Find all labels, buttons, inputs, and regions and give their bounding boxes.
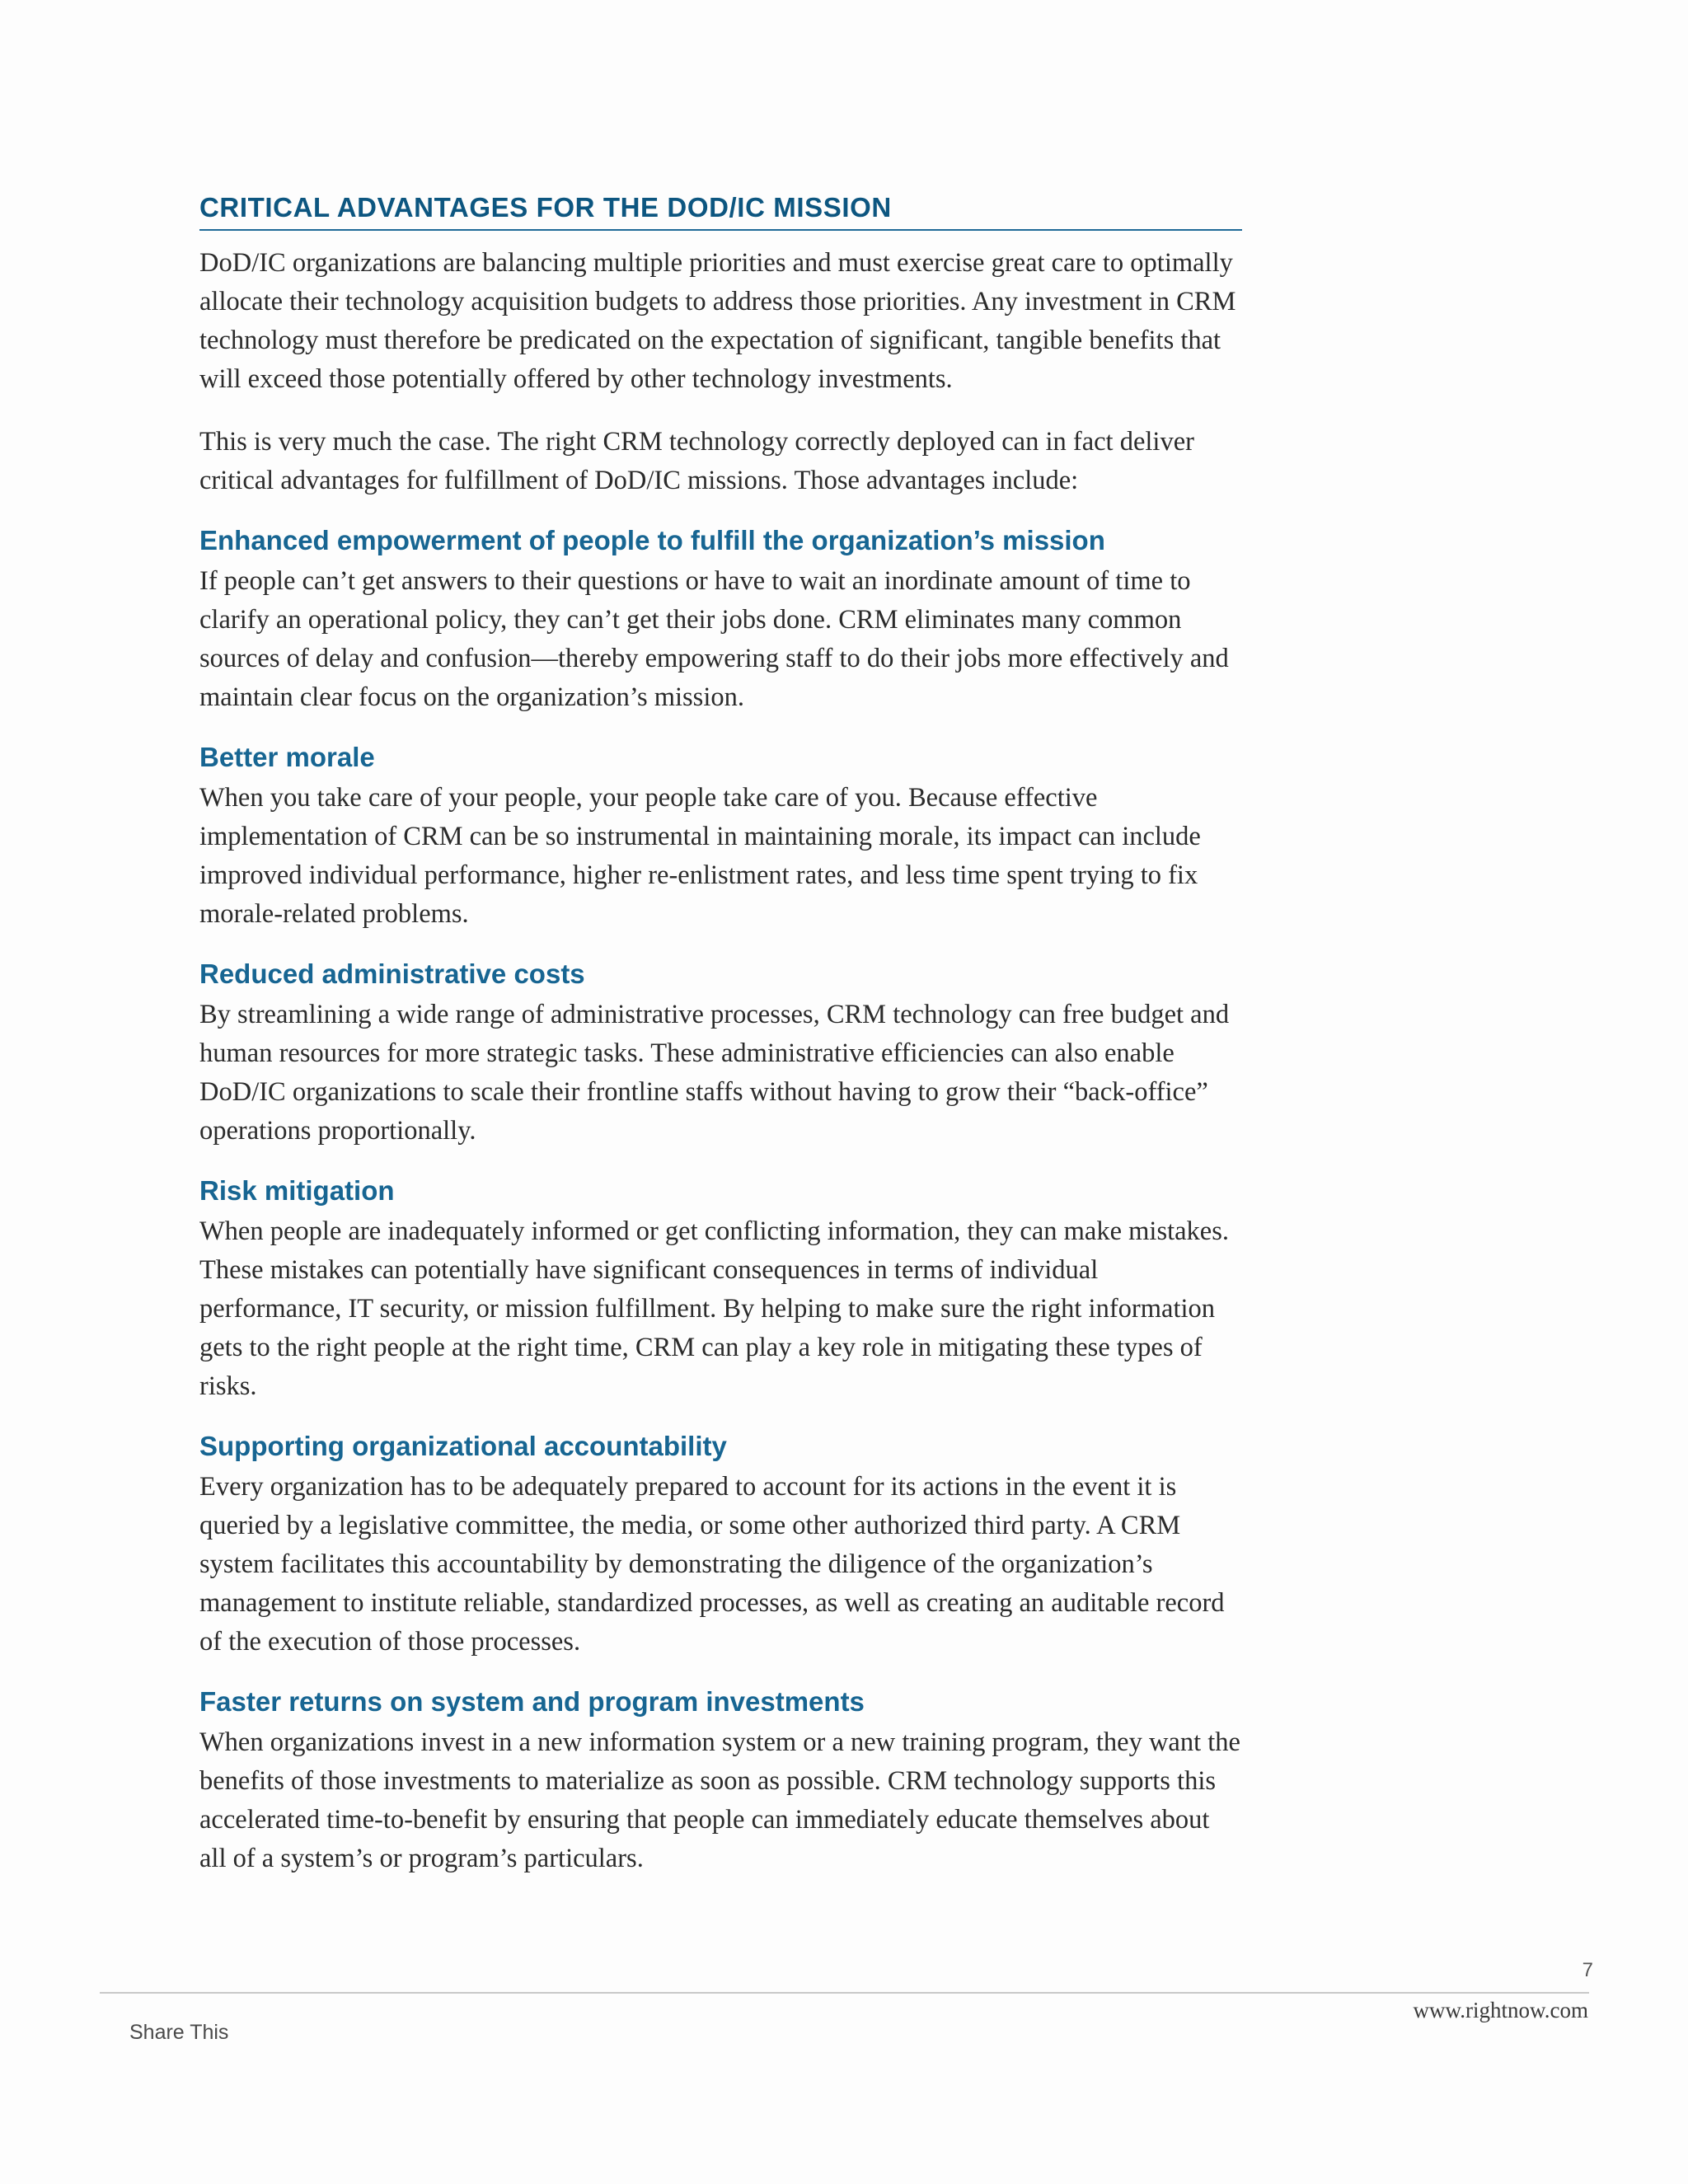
advantage-item (199, 741, 1242, 934)
advantage-text: Every organization has to be adequately prepared to account for its actions in the event it is queried by a legislative committee, the media, or some other authorized third party. A CRM system facilitates this accountability by demonstrating the diligence of the organization’s management to institute reliable, standardized processes, as well as creating an auditable record of the execution of those processes. (199, 1472, 1225, 1657)
share-this-link[interactable]: Share This (129, 2021, 229, 2044)
advantage-item (199, 524, 1242, 717)
intro-paragraph: DoD/IC organizations are balancing multiple priorities and must exercise great care to optimally allocate their technology acquisition budgets to address those priorities. Any investment in CRM technology must therefore be predicated on the expectation of significant, tangible benefits that will exceed those potentially offered by other technology investments. (199, 248, 1236, 394)
page-number: 7 (1582, 1959, 1593, 1981)
advantage-heading: Supporting organizational accountability (199, 1431, 727, 1461)
advantage-heading: Reduced administrative costs (199, 958, 585, 989)
advantage-text: When organizations invest in a new information system or a new training program, they want the benefits of those investments to materialize as soon as possible. CRM technology supports this accelerated time-to-benefit by ensuring that people can immediately educate themselves about all of a system’s or program’s particulars. (199, 1727, 1240, 1873)
section-title: CRITICAL ADVANTAGES FOR THE DOD/IC MISSION (199, 188, 1242, 231)
intro-paragraph: This is very much the case. The right CRM technology correctly deployed can in fact deliver critical advantages for fulfillment of DoD/IC missions. Those advantages include: (199, 427, 1194, 495)
advantage-text: By streamlining a wide range of administrative processes, CRM technology can free budget and human resources for more strategic tasks. These administrative efficiencies can also enable DoD/IC organizations to scale their frontline staffs without having to grow their “back-office” operations proportionally. (199, 1000, 1230, 1146)
advantage-heading: Faster returns on system and program investments (199, 1686, 865, 1717)
website-url[interactable]: www.rightnow.com (1413, 1998, 1588, 2022)
advantage-text: When people are inadequately informed or get conflicting information, they can make mistakes. These mistakes can potentially have significant consequences in terms of individual performance, IT security, or mission fulfillment. By helping to make sure the right information gets to the right people at the right time, CRM can play a key role in mitigating these types of risks. (199, 1216, 1229, 1401)
footer-divider (100, 1992, 1589, 1994)
page-content (199, 188, 1242, 1878)
advantage-item (199, 1174, 1242, 1406)
advantage-item (199, 1430, 1242, 1661)
advantage-text: When you take care of your people, your people take care of you. Because effective implementation of CRM can be so instrumental in maintaining morale, its impact can include improved individual performance, higher re-enlistment rates, and less time spent trying to fix morale-related problems. (199, 783, 1201, 929)
advantage-item (199, 1685, 1242, 1878)
advantage-item (199, 958, 1242, 1151)
advantage-heading: Risk mitigation (199, 1175, 395, 1206)
advantage-heading: Better morale (199, 742, 375, 772)
advantage-heading: Enhanced empowerment of people to fulfill the organization’s mission (199, 525, 1105, 555)
advantage-text: If people can’t get answers to their questions or have to wait an inordinate amount of time to clarify an operational policy, they can’t get their jobs done. CRM eliminates many common sources of delay and confusion—thereby empowering staff to do their jobs more effectively and maintain clear focus on the organization’s mission. (199, 566, 1229, 712)
